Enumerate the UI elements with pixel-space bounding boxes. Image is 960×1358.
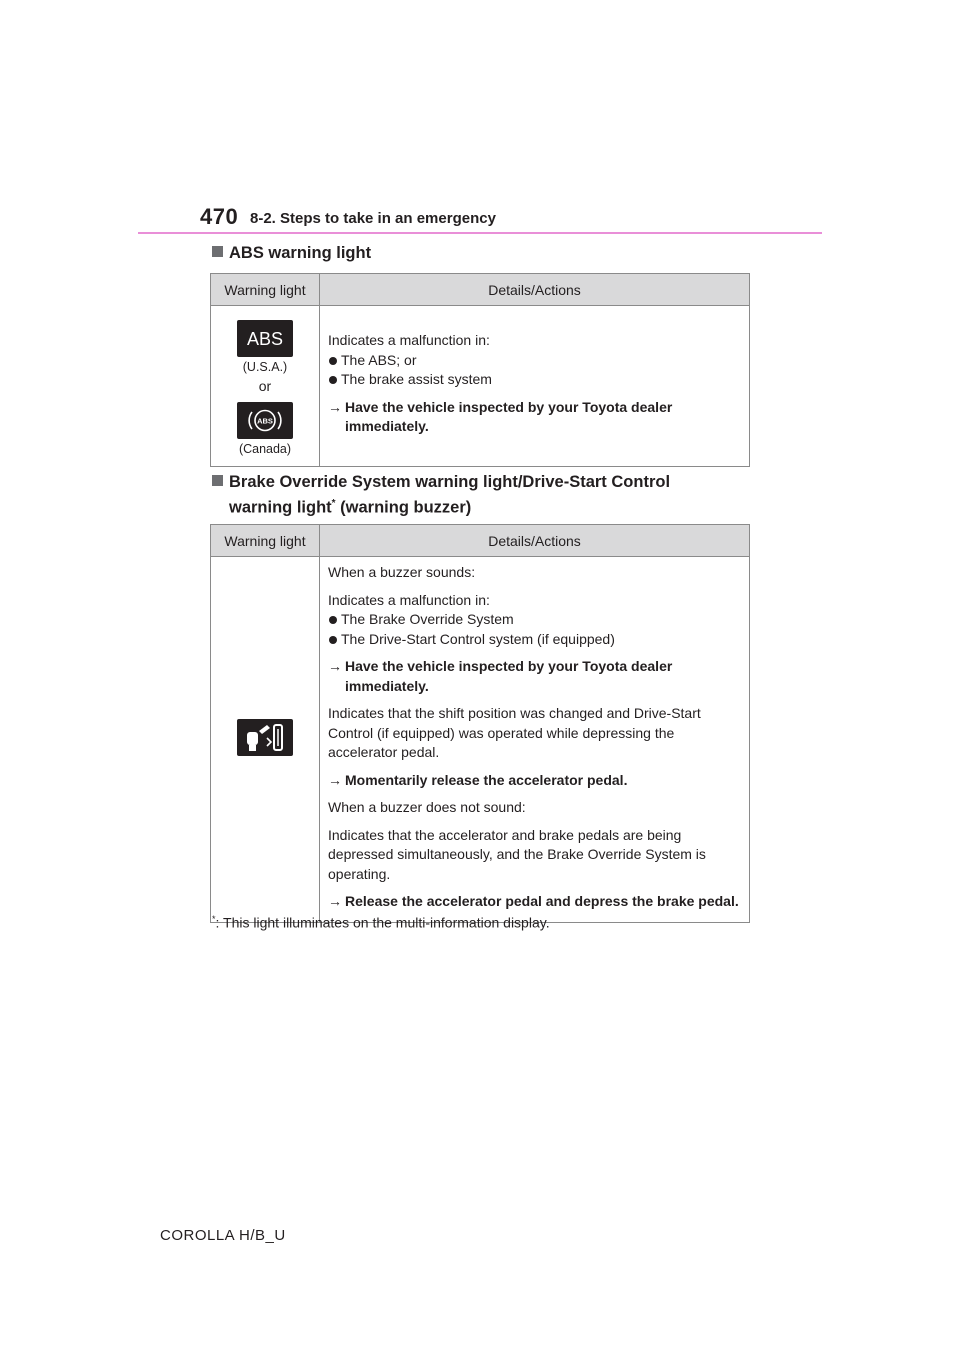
- footnote-mark: *: [212, 914, 216, 924]
- icon-or-text: or: [258, 378, 272, 394]
- icon-caption-canada: (Canada): [238, 442, 292, 456]
- footnote: [212, 914, 550, 931]
- abs-icon-cell: [211, 306, 320, 467]
- abs-usa-icon: [237, 320, 293, 357]
- square-bullet-icon: [212, 475, 223, 486]
- bos-heading-line2a: warning light: [229, 498, 332, 517]
- bos-table: [210, 524, 750, 923]
- icon-caption-usa: (U.S.A.): [242, 360, 288, 374]
- col-header-warning-light: Warning light: [211, 525, 320, 557]
- bos-heading: [212, 471, 670, 519]
- bos-heading-line2b: (warning buzzer): [335, 498, 472, 517]
- page-header: [200, 200, 820, 236]
- bos-action-2: → Momentarily release the accelerator pedal.: [328, 771, 743, 791]
- bos-para-2: Indicates that the accelerator and brake pedals are being depressed simultaneously, and the Brake Override System is operating.: [328, 826, 706, 882]
- abs-bullet-1: The ABS; or: [328, 351, 743, 371]
- table-row: [211, 557, 750, 923]
- table-header-row: [211, 525, 750, 557]
- col-header-warning-light: Warning light: [211, 274, 320, 306]
- bos-bullet-1: The Brake Override System: [328, 610, 743, 630]
- abs-table: [210, 273, 750, 467]
- bos-details-cell: [320, 557, 750, 923]
- section-title: 8-2. Steps to take in an emergency: [250, 210, 496, 227]
- bos-action-3: → Release the accelerator pedal and depress the brake pedal.: [328, 892, 743, 912]
- abs-canada-icon-text: ABS: [257, 416, 273, 426]
- page-number: 470: [200, 204, 239, 229]
- abs-heading-text: ABS warning light: [229, 244, 372, 262]
- table-header-row: [211, 274, 750, 306]
- abs-canada-icon: [237, 402, 293, 439]
- bos-icon-cell: [211, 557, 320, 923]
- bos-intro: Indicates a malfunction in:: [328, 591, 490, 608]
- bos-action-1: → Have the vehicle inspected by your Toyota dealer immediately.: [328, 657, 743, 696]
- page-footer-model: COROLLA H/B_U: [160, 1227, 286, 1244]
- square-bullet-icon: [212, 246, 223, 257]
- bos-para-1: Indicates that the shift position was changed and Drive-Start Control (if equipped) was operated while depressing the accelerator pedal.: [328, 705, 701, 760]
- bos-heading-line1: Brake Override System warning light/Drive-Start Control: [229, 473, 671, 491]
- header-rule: [138, 232, 822, 234]
- brake-override-icon: [237, 719, 293, 756]
- abs-action: → Have the vehicle inspected by your Toyota dealer immediately.: [328, 398, 743, 437]
- abs-bullet-2: The brake assist system: [328, 370, 743, 390]
- abs-heading: [212, 242, 371, 264]
- col-header-details: Details/Actions: [320, 525, 750, 557]
- abs-usa-icon-text: ABS: [246, 329, 284, 349]
- col-header-details: Details/Actions: [320, 274, 750, 306]
- bos-bullet-2: The Drive-Start Control system (if equipped): [328, 630, 743, 650]
- table-row: [211, 306, 750, 467]
- buzzer-sounds-label: When a buzzer sounds:: [328, 564, 476, 580]
- footnote-text: : This light illuminates on the multi-information display.: [215, 914, 550, 931]
- bos-heading-sup: *: [331, 498, 336, 509]
- buzzer-not-label: When a buzzer does not sound:: [328, 799, 526, 815]
- abs-details-cell: [320, 306, 750, 467]
- abs-intro: Indicates a malfunction in:: [328, 332, 490, 349]
